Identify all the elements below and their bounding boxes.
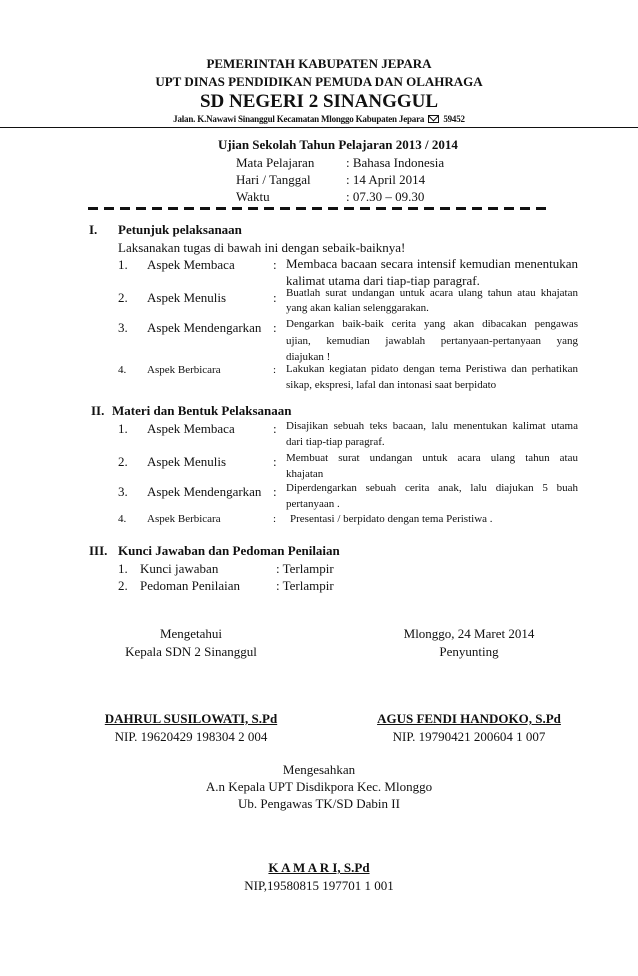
header-agency: UPT DINAS PENDIDIKAN PEMUDA DAN OLAHRAGA — [155, 74, 483, 89]
exam-row-value: : Bahasa Indonesia — [346, 155, 445, 170]
item-colon: : — [273, 421, 277, 436]
envelope-icon — [428, 115, 439, 123]
item-value: : Terlampir — [276, 561, 334, 576]
item-text-line: Dengarkan baik-baik cerita yang akan dibacakan pengawas — [286, 318, 578, 330]
item-colon: : — [273, 320, 277, 335]
item-text-line: yang akan kalian selenggarakan. — [286, 302, 429, 314]
item-text-line: Presentasi / berpidato dengan tema Peristiwa . — [290, 513, 493, 525]
dashed-separator — [88, 207, 546, 210]
center-sign-subposition: Ub. Pengawas TK/SD Dabin II — [238, 796, 400, 811]
header-postal-code: 59452 — [443, 114, 465, 124]
section-title: Kunci Jawaban dan Pedoman Penilaian — [118, 543, 340, 558]
item-number: 1. — [118, 257, 128, 272]
item-colon: : — [273, 454, 277, 469]
center-sign-name: K A M A R I, S.Pd — [268, 860, 370, 875]
item-text-line: sikap, ekspresi, lafal dan intonasi saat berpidato — [286, 379, 497, 391]
item-text-line: khajatan — [286, 468, 324, 480]
center-sign-nip: NIP,19580815 197701 1 001 — [244, 878, 394, 893]
item-text-line: diajukan ! — [286, 351, 331, 363]
item-text-line: Lakukan kegiatan pidato dengan tema Peristiwa dan perhatikan — [286, 363, 578, 375]
header-rule — [0, 127, 638, 128]
item-text-line: kalimat utama dari tiap-tiap paragraf. — [286, 273, 480, 288]
exam-row-value: : 14 April 2014 — [346, 172, 426, 187]
right-sign-position: Penyunting — [439, 644, 499, 659]
section-intro: Laksanakan tugas di bawah ini dengan sebaik-baiknya! — [118, 240, 406, 255]
section-title: Materi dan Bentuk Pelaksanaan — [112, 403, 292, 418]
item-colon: : — [273, 484, 277, 499]
left-sign-name: DAHRUL SUSILOWATI, S.Pd — [104, 711, 278, 726]
item-number: 1. — [118, 561, 128, 576]
left-sign-caption: Mengetahui — [159, 626, 223, 641]
header-school-name: SD NEGERI 2 SINANGGUL — [199, 91, 439, 112]
exam-row-label: Hari / Tanggal — [236, 172, 311, 187]
section-title: Petunjuk pelaksanaan — [118, 222, 242, 237]
left-sign-position: Kepala SDN 2 Sinanggul — [125, 644, 257, 659]
exam-row-label: Waktu — [236, 189, 270, 204]
right-sign-place-date: Mlonggo, 24 Maret 2014 — [403, 626, 535, 641]
item-aspect: Aspek Menulis — [147, 454, 227, 469]
left-sign-nip: NIP. 19620429 198304 2 004 — [114, 729, 268, 744]
item-aspect: Aspek Membaca — [147, 257, 235, 272]
item-aspect: Aspek Mendengarkan — [147, 484, 262, 499]
item-label: Kunci jawaban — [140, 561, 219, 576]
header-government: PEMERINTAH KABUPATEN JEPARA — [206, 56, 432, 71]
item-number: 2. — [118, 578, 128, 593]
item-text-line: Diperdengarkan sebuah cerita anak, lalu diajukan 5 buah — [286, 482, 578, 494]
item-aspect: Aspek Berbicara — [147, 513, 221, 525]
item-text-line: Membaca bacaan secara intensif kemudian menentukan — [286, 256, 578, 271]
item-value: : Terlampir — [276, 578, 334, 593]
item-number: 2. — [118, 454, 128, 469]
center-sign-caption: Mengesahkan — [282, 762, 356, 777]
item-aspect: Aspek Mendengarkan — [147, 320, 262, 335]
item-text-line: Disajikan sebuah teks bacaan, lalu menentukan kalimat utama — [286, 420, 578, 432]
item-text-line: pertanyaan . — [286, 498, 340, 510]
right-sign-name: AGUS FENDI HANDOKO, S.Pd — [377, 711, 561, 726]
item-aspect: Aspek Berbicara — [147, 364, 221, 376]
item-colon: : — [273, 257, 277, 272]
item-number: 4. — [118, 513, 127, 525]
item-text-line: dari tiap-tiap paragraf. — [286, 436, 385, 448]
item-aspect: Aspek Membaca — [147, 421, 235, 436]
section-number: II. — [91, 403, 105, 418]
exam-title: Ujian Sekolah Tahun Pelajaran 2013 / 2014 — [218, 137, 458, 152]
center-sign-position: A.n Kepala UPT Disdikpora Kec. Mlonggo — [205, 779, 433, 794]
header-address-line — [0, 114, 638, 124]
item-label: Pedoman Penilaian — [140, 578, 241, 593]
item-number: 4. — [118, 364, 127, 376]
header-address: Jalan. K.Nawawi Sinanggul Kecamatan Mlonggo Kabupaten Jepara — [173, 114, 425, 124]
section-number: I. — [89, 222, 98, 237]
right-sign-nip: NIP. 19790421 200604 1 007 — [392, 729, 546, 744]
exam-row-value: : 07.30 – 09.30 — [346, 189, 425, 204]
exam-row-label: Mata Pelajaran — [236, 155, 315, 170]
item-number: 1. — [118, 421, 128, 436]
item-number: 3. — [118, 320, 128, 335]
item-colon: : — [273, 290, 277, 305]
item-text-line: ujian, kemudian jawablah pertanyaan-pertanyaan yang — [286, 335, 578, 347]
item-number: 2. — [118, 290, 128, 305]
section-number: III. — [89, 543, 108, 558]
item-colon: : — [273, 364, 277, 376]
item-text-line: Buatlah surat undangan untuk acara ulang tahun atau khajatan — [286, 287, 578, 299]
item-aspect: Aspek Menulis — [147, 290, 227, 305]
item-number: 3. — [118, 484, 128, 499]
item-colon: : — [273, 513, 277, 525]
item-text-line: Membuat surat undangan untuk acara ulang tahun atau — [286, 452, 578, 464]
